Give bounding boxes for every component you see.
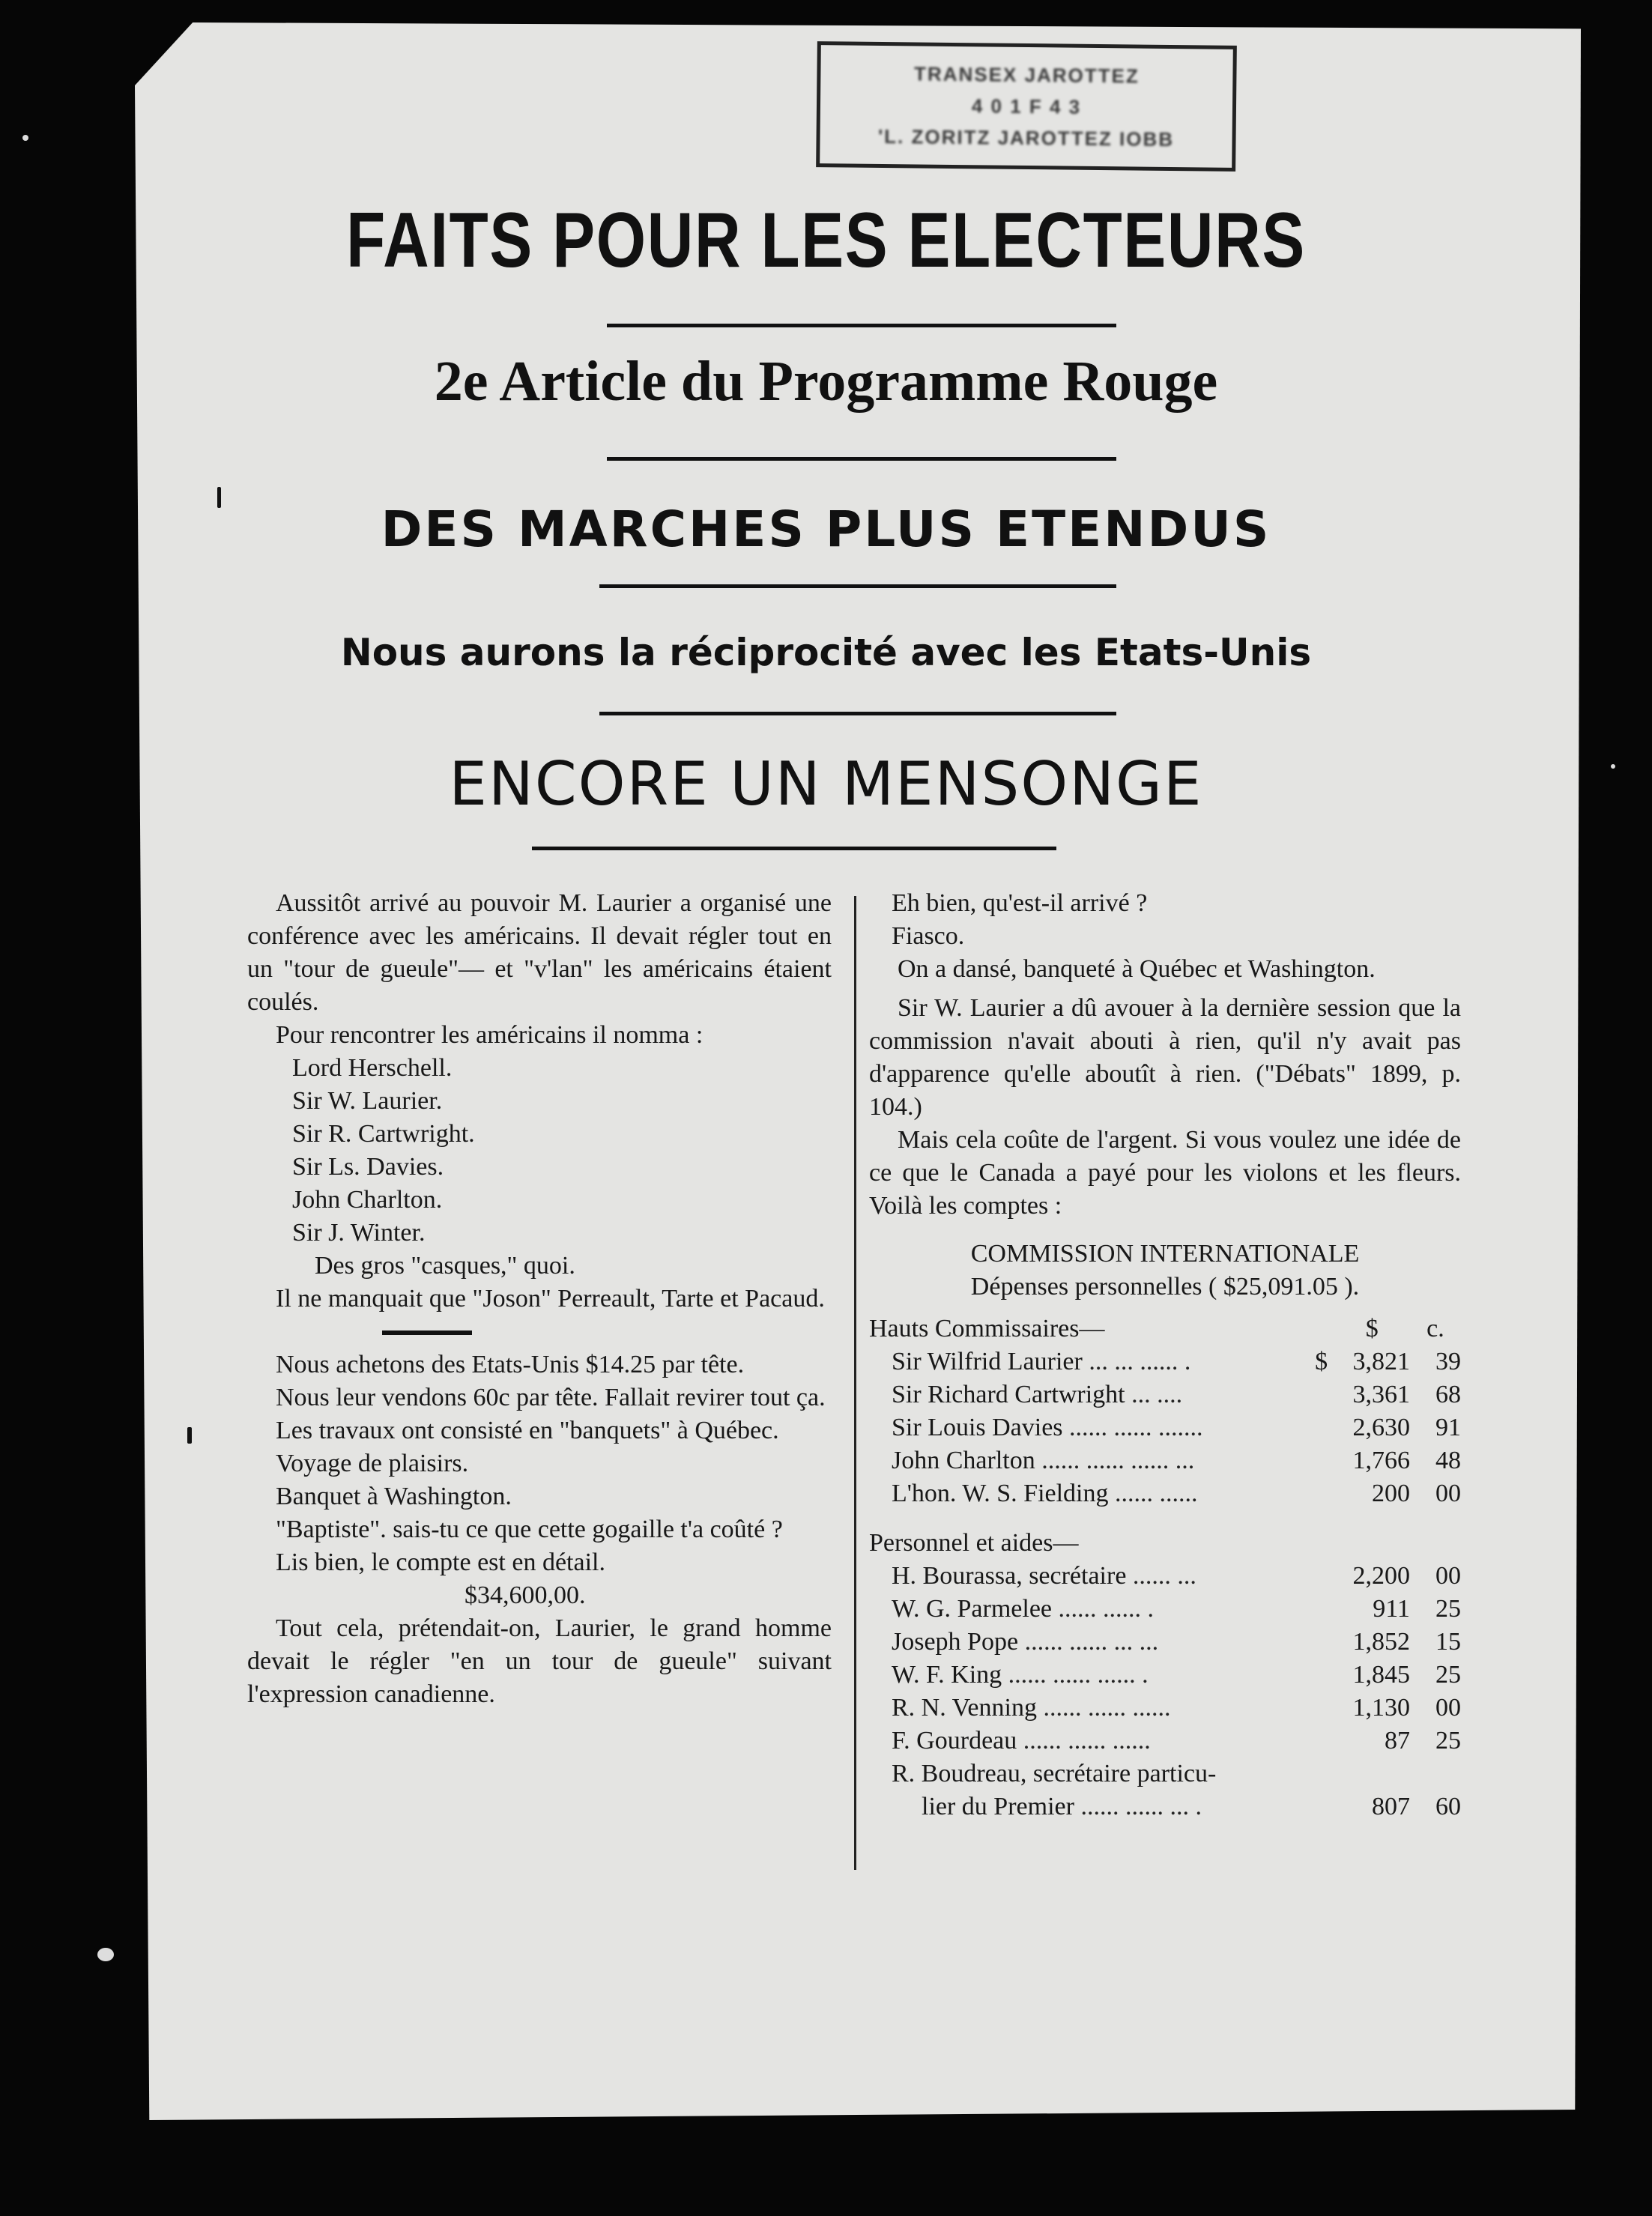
commissaires-table — [869, 1313, 1461, 1823]
list-item: Sir J. Winter. — [292, 1219, 426, 1247]
row-dollars: 87 — [1384, 1727, 1410, 1755]
heading-mensonge: ENCORE UN MENSONGE — [449, 749, 1203, 819]
row-cents: 25 — [1435, 1727, 1461, 1755]
row-dollars: 2,630 — [1352, 1414, 1410, 1441]
row-name: R. Boudreau, secrétaire particu- — [892, 1760, 1217, 1787]
heading-reciprocite: Nous aurons la réciprocité avec les Etats-Unis — [340, 631, 1312, 674]
table-row — [869, 1659, 1461, 1692]
row-cents: 25 — [1435, 1661, 1461, 1689]
paragraph-lis: Lis bien, le compte est en détail. — [276, 1549, 605, 1576]
table-row — [869, 1345, 1461, 1378]
divider — [607, 457, 1116, 461]
row-dollars: 3,821 — [1352, 1348, 1410, 1375]
divider — [599, 712, 1116, 715]
speck — [22, 135, 28, 141]
row-cents: 00 — [1435, 1694, 1461, 1722]
row-name: L'hon. W. S. Fielding — [892, 1480, 1109, 1507]
row-dollars: 200 — [1371, 1480, 1410, 1507]
table-row — [869, 1593, 1461, 1626]
paragraph-voyage: Voyage de plaisirs. — [276, 1450, 469, 1477]
row-cents: 25 — [1435, 1595, 1461, 1623]
table-row — [869, 1725, 1461, 1758]
row-dollars: 1,130 — [1352, 1694, 1410, 1722]
paragraph-achetons: Nous achetons des Etats-Unis $14.25 par tête. — [276, 1351, 745, 1378]
row-name: W. F. King — [892, 1661, 1002, 1689]
row-name: F. Gourdeau — [892, 1727, 1017, 1755]
divider — [607, 324, 1116, 327]
paragraph-nomma: Pour rencontrer les américains il nomma : — [276, 1021, 704, 1049]
list-item: Lord Herschell. — [292, 1054, 453, 1082]
column-cents: c. — [1426, 1315, 1444, 1342]
row-name-continued: lier du Premier — [922, 1793, 1074, 1820]
row-name: W. G. Parmelee — [892, 1595, 1053, 1623]
row-name: Sir Richard Cartwright — [892, 1381, 1125, 1408]
section-divider — [382, 1330, 472, 1335]
total-amount: $34,600,00. — [465, 1581, 586, 1609]
paragraph-casques: Des gros "casques," quoi. — [315, 1252, 575, 1280]
leader-dots: ...... ...... ...... ... — [1041, 1447, 1195, 1474]
row-dollars: 807 — [1371, 1793, 1410, 1820]
paragraph-avouer: Sir W. Laurier a dû avouer à la dernière session que la commission n'avait abouti à rien, qu'il n'y avait pas d'apparence qu'elle aboutît à rien. ("Débats" 1899, p. 104.) — [869, 994, 1461, 1121]
row-dollars: 3,361 — [1352, 1381, 1410, 1408]
speck — [97, 1948, 114, 1961]
table-header-label: Hauts Commissaires— — [869, 1315, 1105, 1342]
leader-dots: ...... ...... ... . — [1080, 1793, 1202, 1820]
row-cents: 00 — [1435, 1480, 1461, 1507]
poster-subtitle: 2e Article du Programme Rouge — [434, 350, 1218, 413]
row-currency — [1309, 1378, 1334, 1411]
table-row — [869, 1444, 1461, 1477]
table-header-row — [869, 1313, 1461, 1345]
leader-dots: ... .... — [1131, 1381, 1183, 1408]
paragraph-intro: Aussitôt arrivé au pouvoir M. Laurier a organisé une conférence avec les américains. Il devait régler tout en un "tour de gueule"— et "v'lan" les américains étaient coulés. — [247, 889, 832, 1016]
row-cents: 91 — [1435, 1414, 1461, 1441]
row-dollars: 1,852 — [1352, 1628, 1410, 1656]
row-cents: 68 — [1435, 1381, 1461, 1408]
commission-heading: COMMISSION INTERNATIONALE — [970, 1240, 1360, 1268]
leader-dots: ...... ...... . — [1058, 1595, 1155, 1623]
table-row — [869, 1560, 1461, 1593]
row-name: Sir Wilfrid Laurier — [892, 1348, 1083, 1375]
row-currency — [1309, 1411, 1334, 1444]
row-cents: 39 — [1435, 1348, 1461, 1375]
names-list — [247, 1052, 832, 1250]
divider — [599, 584, 1116, 588]
row-name: H. Bourassa, secrétaire — [892, 1562, 1127, 1590]
table-row — [869, 1692, 1461, 1725]
paragraph-baptiste: "Baptiste". sais-tu ce que cette gogaille t'a coûté ? — [276, 1516, 783, 1543]
row-cents: 60 — [1435, 1793, 1461, 1820]
archive-stamp — [816, 41, 1237, 172]
table-row — [869, 1758, 1461, 1790]
table-row — [869, 1378, 1461, 1411]
list-item: Sir Ls. Davies. — [292, 1153, 444, 1181]
right-column — [869, 887, 1461, 1823]
stamp-line-2: 4 0 1 F 4 3 — [971, 94, 1082, 118]
poster-title: FAITS POUR LES ELECTEURS — [346, 197, 1306, 284]
list-item: Sir R. Cartwright. — [292, 1120, 475, 1148]
paragraph-banquet: Banquet à Washington. — [276, 1483, 512, 1510]
row-name: John Charlton — [892, 1447, 1035, 1474]
leader-dots: ...... ...... ...... — [1043, 1694, 1171, 1722]
row-cents: 00 — [1435, 1562, 1461, 1590]
row-cents: 48 — [1435, 1447, 1461, 1474]
row-dollars: 2,200 — [1352, 1562, 1410, 1590]
list-item: Sir W. Laurier. — [292, 1087, 443, 1115]
leader-dots: ...... ...... ...... — [1023, 1727, 1151, 1755]
paragraph-vendons: Nous leur vendons 60c par tête. Fallait revirer tout ça. — [276, 1384, 826, 1411]
table-row — [869, 1790, 1461, 1823]
paragraph-argent: Mais cela coûte de l'argent. Si vous voulez une idée de ce que le Canada a payé pour les violons et les fleurs. Voilà les comptes : — [869, 1126, 1461, 1220]
speck — [187, 1427, 192, 1444]
left-column — [247, 887, 832, 1711]
divider — [532, 847, 1056, 850]
stamp-line-3: 'L. ZORITZ JAROTTEZ IOBB — [877, 124, 1175, 151]
row-dollars: 1,766 — [1352, 1447, 1410, 1474]
section-label-personnel: Personnel et aides— — [869, 1529, 1079, 1557]
heading-marches: DES MARCHES PLUS ETENDUS — [381, 500, 1271, 558]
row-name: R. N. Venning — [892, 1694, 1037, 1722]
stamp-line-1: TRANSEX JAROTTEZ — [913, 62, 1140, 88]
row-cents: 15 — [1435, 1628, 1461, 1656]
column-dollars: $ — [1365, 1315, 1379, 1342]
row-currency — [1309, 1444, 1334, 1477]
paragraph-danse: On a dansé, banqueté à Québec et Washington. — [898, 955, 1376, 983]
paragraph-joson: Il ne manquait que "Joson" Perreault, Tarte et Pacaud. — [276, 1285, 825, 1313]
row-dollars: 1,845 — [1352, 1661, 1410, 1689]
leader-dots: ...... ...... — [1115, 1480, 1198, 1507]
table-row — [869, 1626, 1461, 1659]
leader-dots: ... ... ...... . — [1089, 1348, 1191, 1375]
row-currency — [1309, 1477, 1334, 1510]
row-dollars: 911 — [1373, 1595, 1410, 1623]
row-name: Joseph Pope — [892, 1628, 1019, 1656]
leader-dots: ...... ...... ...... . — [1008, 1661, 1149, 1689]
leader-dots: ...... ...... ... ... — [1024, 1628, 1159, 1656]
paragraph-tout: Tout cela, prétendait-on, Laurier, le grand homme devait le régler "en un tour de gueule" suivant l'expression canadienne. — [247, 1614, 832, 1708]
table-row — [869, 1411, 1461, 1444]
list-item: John Charlton. — [292, 1186, 443, 1214]
row-currency: $ — [1315, 1348, 1328, 1375]
table-section-row — [869, 1510, 1461, 1560]
paragraph-travaux: Les travaux ont consisté en "banquets" à Québec. — [276, 1417, 779, 1444]
leader-dots: ...... ... — [1132, 1562, 1196, 1590]
paragraph-fiasco: Fiasco. — [892, 922, 965, 950]
row-name: Sir Louis Davies — [892, 1414, 1063, 1441]
leader-dots: ...... ...... ....... — [1069, 1414, 1203, 1441]
table-row — [869, 1477, 1461, 1510]
paragraph-eh-bien: Eh bien, qu'est-il arrivé ? — [892, 889, 1148, 917]
depenses-heading: Dépenses personnelles ( $25,091.05 ). — [970, 1273, 1360, 1301]
column-separator — [854, 896, 856, 1870]
